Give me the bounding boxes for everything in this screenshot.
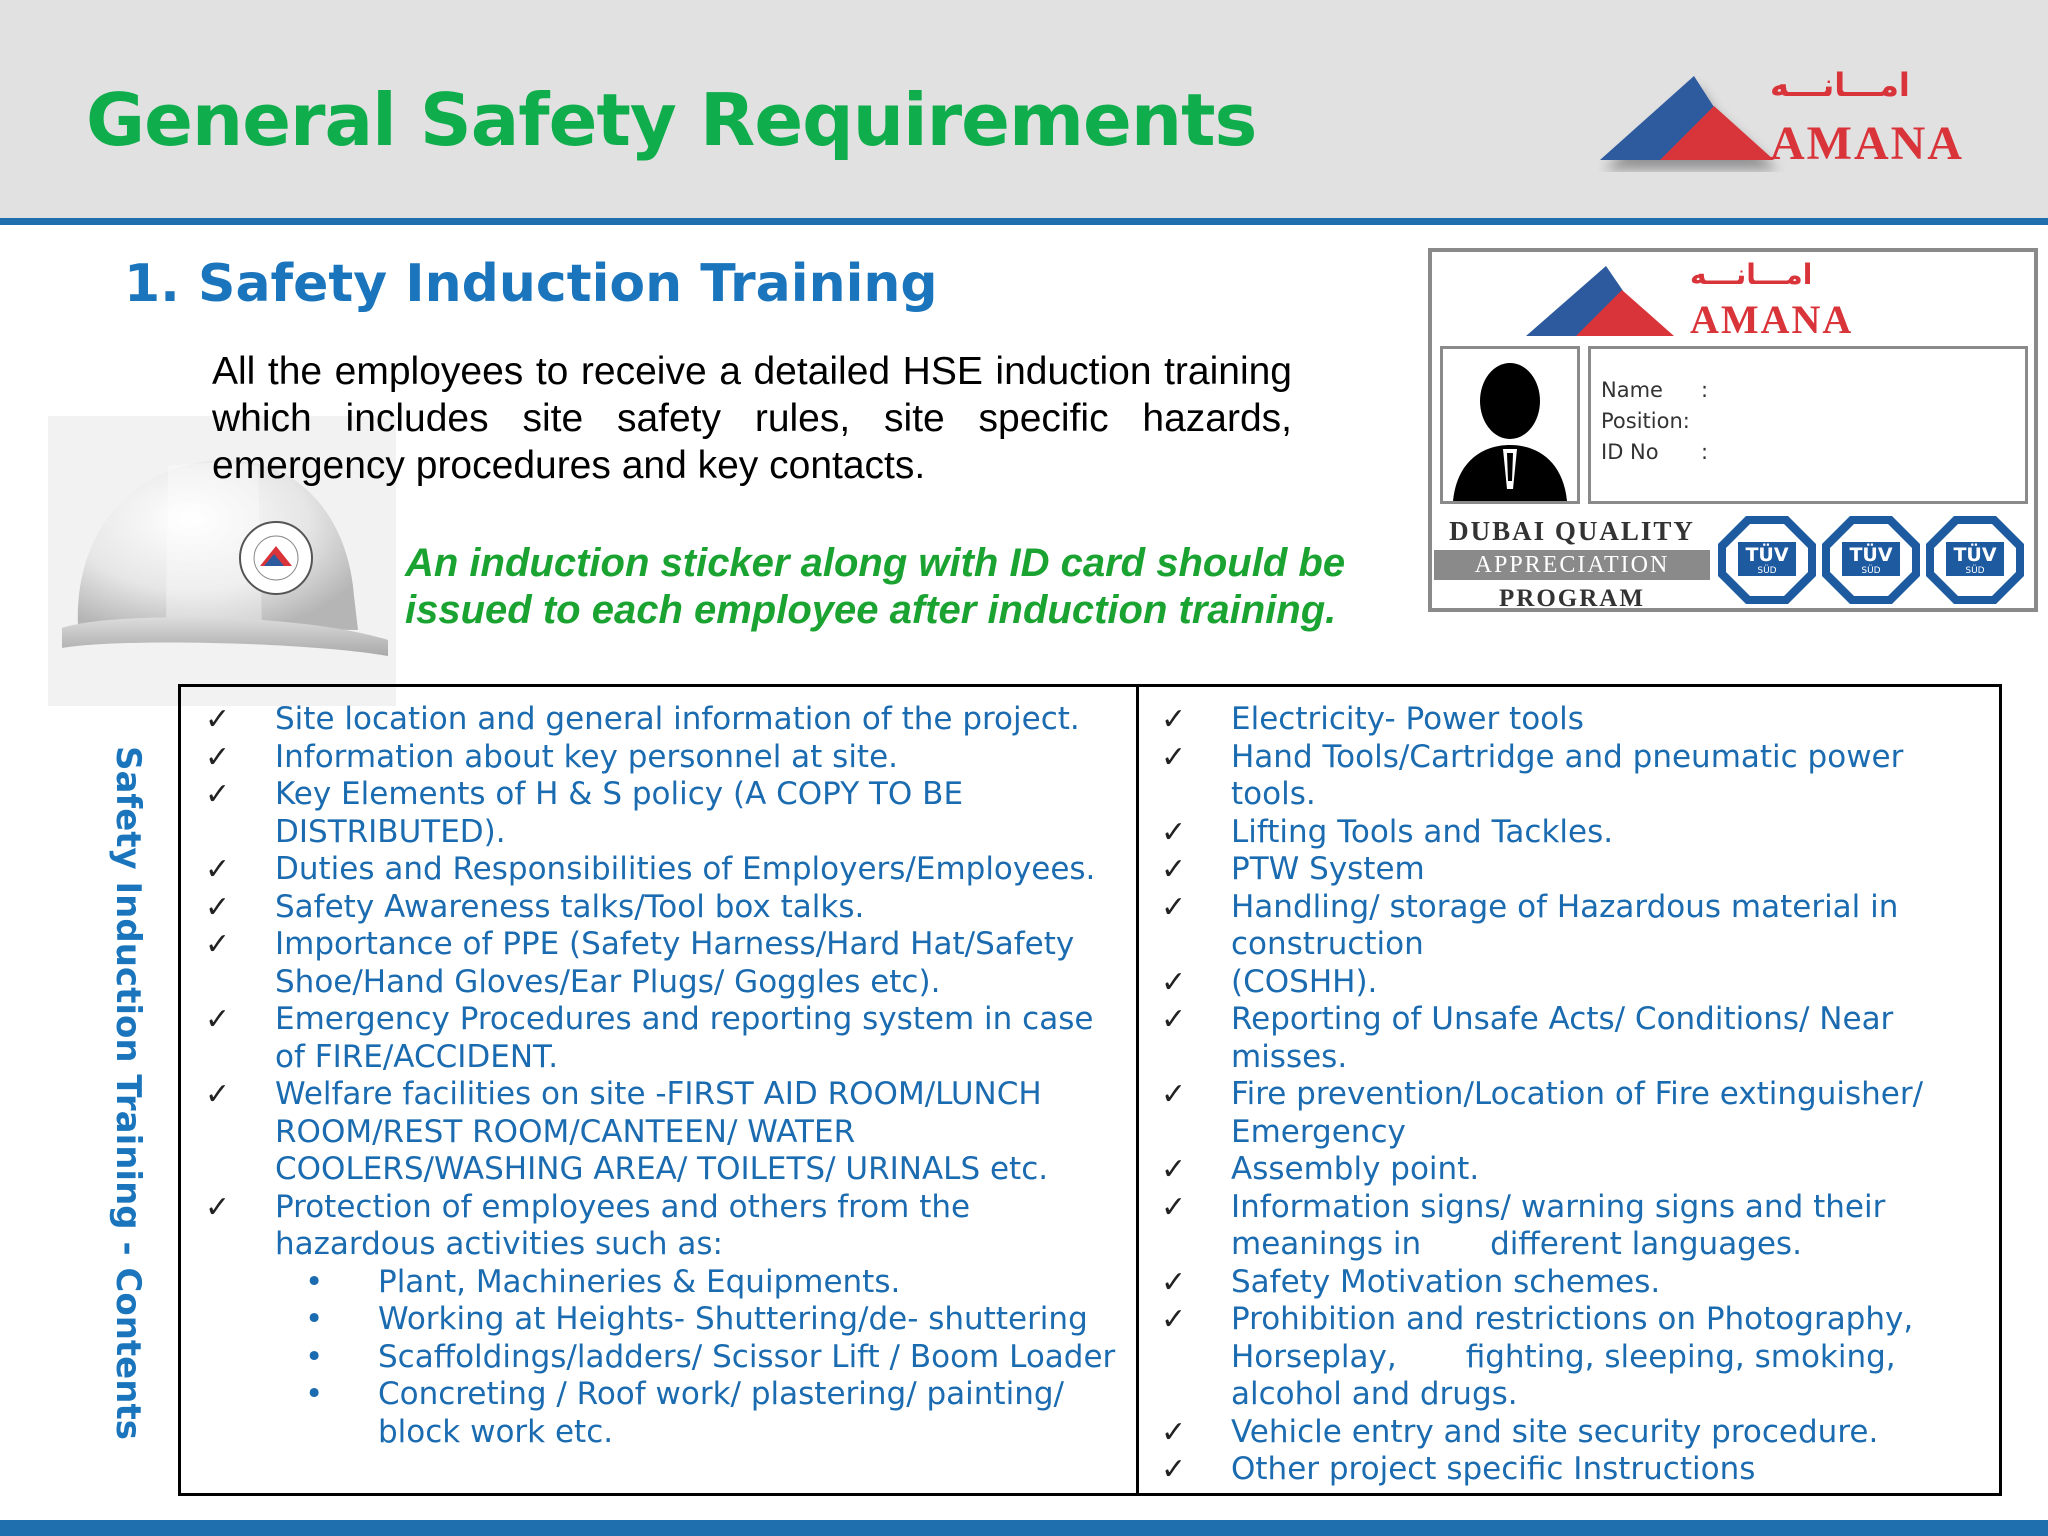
list-item [1151,1451,1991,1489]
checkmark-icon: ✓ [1161,1152,1187,1187]
id-card-logo [1440,258,2026,340]
bullet-icon: • [305,1301,324,1337]
list-item [1151,851,1991,889]
header-divider [0,218,2048,225]
list-item [195,701,1129,739]
dqap-line-3: PROGRAM [1499,585,1645,612]
list-item-text: Prohibition and restrictions on Photography, Horseplay, fighting, sleeping, smoking, alcohol and drugs. [1231,1301,1924,1412]
checkmark-icon: ✓ [205,1077,231,1112]
contents-box [178,684,2002,1496]
checkmark-icon: ✓ [205,927,231,962]
id-name-colon: : [1701,378,1709,402]
list-item [1151,1264,1991,1302]
list-item [195,851,1129,889]
list-item-text: Scaffoldings/ladders/ Scissor Lift / Boom Loader [378,1338,1116,1375]
checkmark-icon: ✓ [205,1189,231,1225]
checkmark-icon: ✓ [1161,1002,1187,1037]
list-item [1151,889,1991,964]
footer-divider [0,1520,2048,1536]
id-name-label: Name [1601,378,1663,402]
bullet-icon: • [305,1338,324,1375]
sub-list-item [195,1301,1129,1339]
page-title: General Safety Requirements [86,78,1257,162]
list-item-text: Handling/ storage of Hazardous material in construction [1231,888,1909,962]
list-item [1151,1001,1991,1076]
checkmark-icon: ✓ [1161,852,1187,887]
id-field-id [1601,437,2025,468]
checkmark-icon: ✓ [1161,1452,1187,1487]
section-heading [124,254,938,314]
list-item-text: Protection of employees and others from the hazardous activities such as: [275,1188,980,1262]
slide-header [0,0,2048,218]
sub-list-item [195,1264,1129,1302]
list-item-text: Duties and Responsibilities of Employers/Employees. [275,851,1096,887]
list-item-text: Working at Heights- Shuttering/de- shuttering [378,1301,1088,1337]
sub-list-item [195,1339,1129,1377]
logo-arabic-text: امـــانـــه [1770,66,1910,104]
list-item-text: Plant, Machineries & Equipments. [378,1263,901,1300]
tuv-2-sub: SÜD [1861,566,1881,576]
side-label [100,746,156,1440]
id-card-sample [1428,248,2038,612]
checkmark-icon: ✓ [1161,814,1187,850]
id-card-triangle-icon [1518,258,1698,340]
id-card-logo-word: AMANA [1690,297,1854,342]
list-item [1151,814,1991,852]
dqap-badge [1434,514,1710,616]
id-number-colon: : [1701,440,1709,464]
checkmark-icon: ✓ [205,739,231,775]
tuv-3-sub: SÜD [1965,566,1985,576]
contents-left-column [195,701,1129,1451]
side-label-text: Safety Induction Training - Contents [108,746,148,1440]
checkmark-icon: ✓ [1161,1302,1187,1337]
list-item [1151,701,1991,739]
amana-logo [1598,62,2034,172]
dqap-line-1: DUBAI QUALITY [1449,516,1695,546]
list-item-text: Safety Motivation schemes. [1231,1263,1661,1300]
checkmark-icon: ✓ [205,777,231,812]
list-item [1151,1151,1991,1189]
checkmark-icon: ✓ [205,852,231,887]
tuv-badge-3 [1924,514,2026,606]
list-item-text: Vehicle entry and site security procedure. [1231,1413,1879,1450]
sub-list-item [195,1376,1129,1451]
contents-right-column [1151,701,1991,1489]
list-item-text: Site location and general information of the project. [275,701,1080,737]
checkmark-icon: ✓ [205,702,231,737]
list-item-text: Hand Tools/Cartridge and pneumatic power tools. [1231,738,1914,812]
list-item-text: PTW System [1231,851,1425,887]
list-item-text: Fire prevention/Location of Fire extinguisher/ Emergency [1231,1076,1933,1150]
id-field-position [1601,406,2025,437]
list-item-text: Electricity- Power tools [1231,701,1584,737]
list-item-text: Emergency Procedures and reporting system in case of FIRE/ACCIDENT. [275,1001,1104,1075]
checkmark-icon: ✓ [1161,889,1187,925]
list-item-text: Safety Awareness talks/Tool box talks. [275,888,865,925]
checkmark-icon: ✓ [1161,1414,1187,1450]
list-item-text: Lifting Tools and Tackles. [1231,813,1614,850]
checkmark-icon: ✓ [1161,1264,1187,1300]
id-field-name [1601,375,2025,406]
list-item [195,926,1129,1001]
callout-line-1: An induction sticker along with ID card should be [405,541,1346,585]
list-item [1151,1414,1991,1452]
list-item-text: Information signs/ warning signs and their meanings in different languages. [1231,1188,1896,1262]
person-silhouette-icon [1443,349,1577,501]
list-item [1151,1076,1991,1151]
tuv-2-label: TÜV [1849,544,1893,566]
tuv-badge-2 [1820,514,1922,606]
list-item-text: Assembly point. [1231,1151,1480,1187]
checkmark-icon: ✓ [205,889,231,925]
list-item-text: Reporting of Unsafe Acts/ Conditions/ Near misses. [1231,1001,1904,1075]
list-item [195,776,1129,851]
tuv-badge-1 [1716,514,1818,606]
list-item [1151,964,1991,1002]
bullet-icon: • [305,1263,324,1300]
intro-paragraph: All the employees to receive a detailed HSE induction training which includes site safety rules, site specific hazards, emergency procedures and key contacts. [212,350,1292,487]
list-item-text: Key Elements of H & S policy (A COPY TO BE DISTRIBUTED). [275,776,973,850]
checkmark-icon: ✓ [1161,739,1187,775]
id-number-label: ID No [1601,440,1659,464]
list-item-text: Concreting / Roof work/ plastering/ painting/ block work etc. [378,1376,1074,1450]
id-card-info [1588,346,2028,504]
list-item [195,1001,1129,1076]
list-item-text: (COSHH). [1231,963,1378,1000]
id-card-logo-arabic: امـــانـــه [1690,258,1813,291]
section-title: Safety Induction Training [198,254,938,314]
section-number: 1. [124,254,180,314]
list-item-text: Welfare facilities on site -FIRST AID ROOM/LUNCH ROOM/REST ROOM/CANTEEN/ WATER COOLERS/WASHING AREA/ TOILETS/ URINALS etc. [275,1076,1052,1187]
tuv-3-label: TÜV [1953,544,1997,566]
list-item-text: Other project specific Instructions [1231,1451,1756,1487]
list-item [195,739,1129,777]
list-item [195,1076,1129,1189]
id-card-photo [1440,346,1580,504]
list-item [1151,1301,1991,1414]
list-item [195,1189,1129,1264]
logo-wordmark: AMANA [1770,117,1964,170]
callout-line-2: issued to each employee after induction training. [405,588,1337,632]
checkmark-icon: ✓ [1161,1189,1187,1225]
list-item [1151,739,1991,814]
tuv-1-sub: SÜD [1757,566,1777,576]
id-position-label: Position: [1601,409,1690,433]
list-item-text: Information about key personnel at site. [275,738,899,775]
checkmark-icon: ✓ [1161,702,1187,737]
induction-callout [405,540,1405,634]
tuv-1-label: TÜV [1745,544,1789,566]
dqap-line-2: APPRECIATION [1434,550,1710,580]
column-divider [1136,687,1139,1493]
list-item [195,889,1129,927]
checkmark-icon: ✓ [205,1002,231,1037]
list-item [1151,1189,1991,1264]
checkmark-icon: ✓ [1161,1077,1187,1112]
list-item-text: Importance of PPE (Safety Harness/Hard Hat/Safety Shoe/Hand Gloves/Ear Plugs/ Goggles etc). [275,926,1085,1000]
checkmark-icon: ✓ [1161,964,1187,1000]
bullet-icon: • [305,1376,324,1412]
